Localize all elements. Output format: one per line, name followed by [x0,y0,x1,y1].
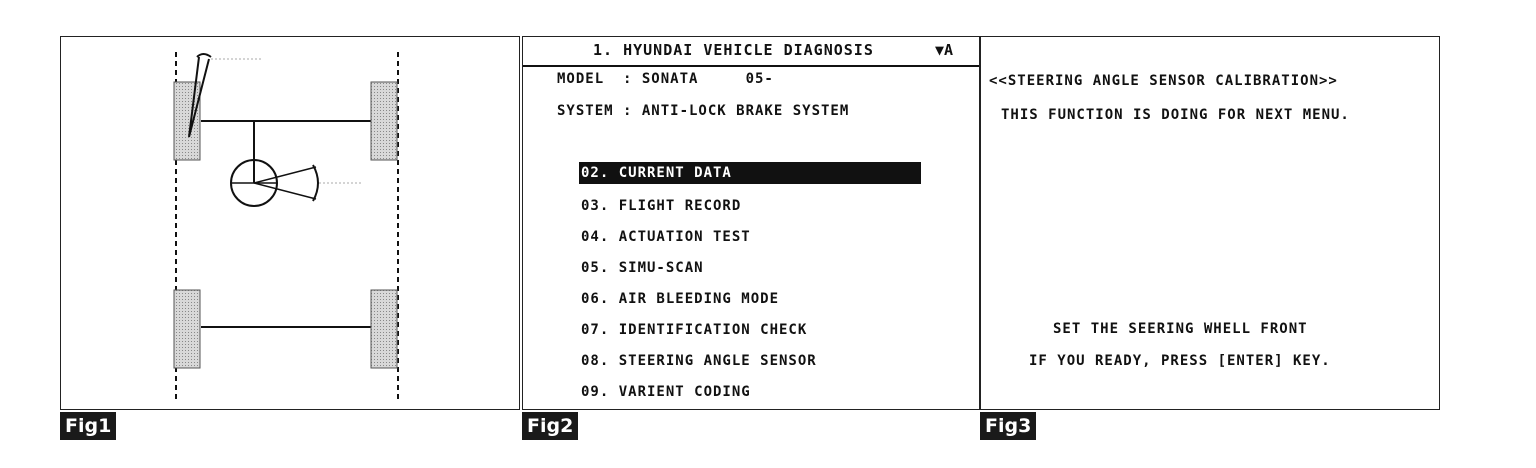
rear-left-tire [174,290,200,368]
menu-item[interactable]: 09. VARIENT CODING [581,384,751,400]
front-right-tire [371,82,397,160]
menu-item[interactable]: 06. AIR BLEEDING MODE [581,291,780,307]
calibration-heading: <<STEERING ANGLE SENSOR CALIBRATION>> [989,73,1338,89]
menu-title-bar [523,37,979,67]
menu-item[interactable]: 08. STEERING ANGLE SENSOR [581,353,817,369]
system-line: SYSTEM : ANTI-LOCK BRAKE SYSTEM [557,103,850,119]
fig2-diagnosis-menu-screen [522,36,980,410]
vehicle-top-view-diagram [61,37,519,409]
front-left-tire [174,82,200,160]
menu-item[interactable]: 05. SIMU-SCAN [581,260,704,276]
menu-title: 1. HYUNDAI VEHICLE DIAGNOSIS [593,41,874,59]
menu-item[interactable]: 07. IDENTIFICATION CHECK [581,322,808,338]
fig1-vehicle-diagram-panel [60,36,520,410]
rear-right-tire [371,290,397,368]
fig2-label: Fig2 [522,412,578,440]
menu-item[interactable]: 03. FLIGHT RECORD [581,198,742,214]
menu-title-arrow-icon[interactable]: ▼A [935,41,954,59]
menu-item[interactable]: 02. CURRENT DATA [579,162,921,184]
calibration-instruction-2: IF YOU READY, PRESS [ENTER] KEY. [1029,353,1331,369]
menu-item[interactable]: 04. ACTUATION TEST [581,229,751,245]
fig3-calibration-screen [980,36,1440,410]
fig1-label: Fig1 [60,412,116,440]
model-line: MODEL : SONATA 05- [557,71,774,87]
calibration-subheading: THIS FUNCTION IS DOING FOR NEXT MENU. [1001,107,1350,123]
fig3-label: Fig3 [980,412,1036,440]
calibration-instruction-1: SET THE SEERING WHELL FRONT [1053,321,1308,337]
